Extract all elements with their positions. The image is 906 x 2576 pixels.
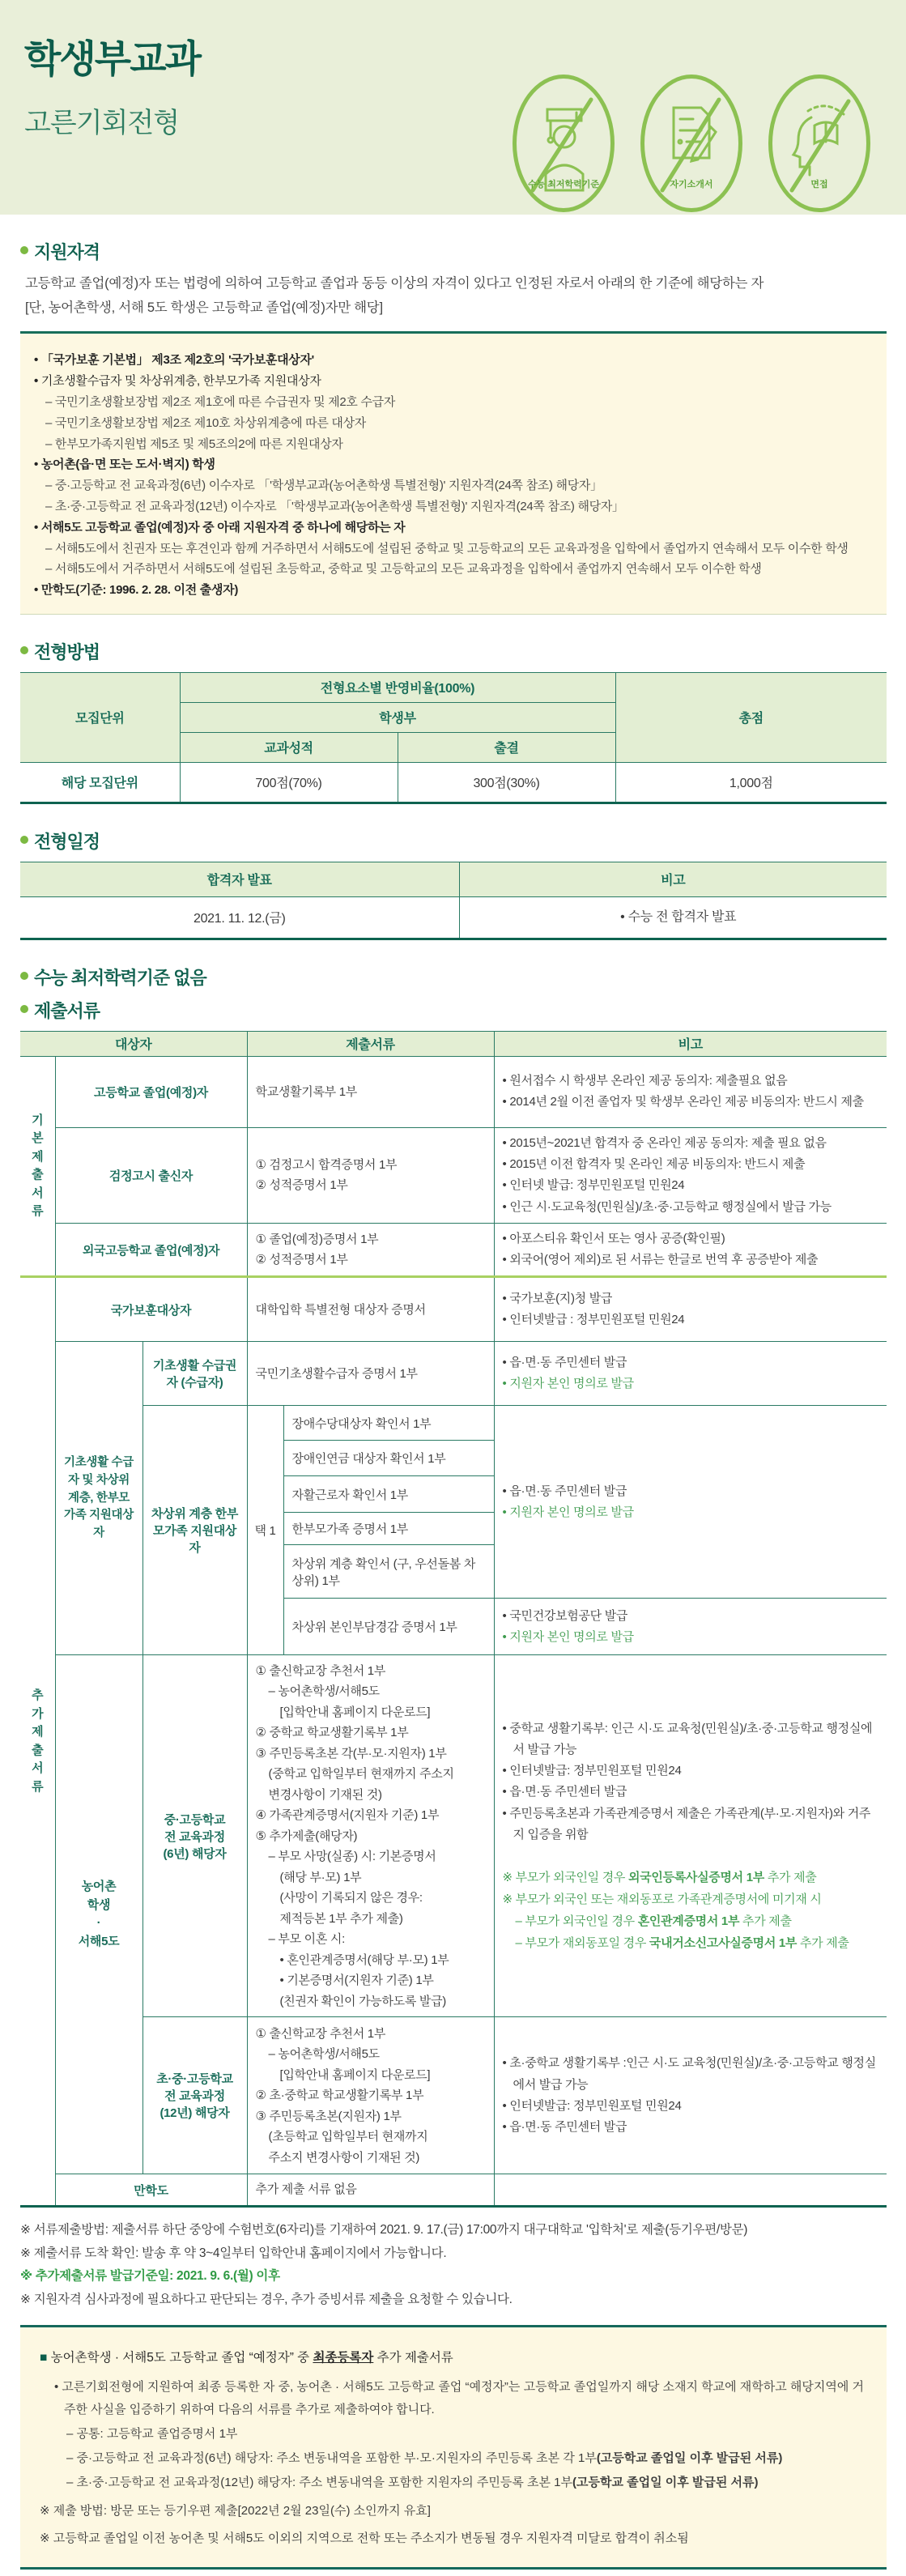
target-line: 초·중·고등학교 <box>156 2072 233 2087</box>
footnotes <box>20 2219 886 2312</box>
doc-line: – 농어촌학생/서해5도 <box>268 2047 380 2062</box>
col-header-remarks: 비고 <box>459 862 887 896</box>
note-line: • 인터넷발급: 정부민원포털 민원24 <box>503 1761 879 1782</box>
group-additional-docs: 추가 제출 서류 <box>20 1277 55 2207</box>
table-row-rural-12yr <box>20 2017 887 2174</box>
doc-line: 추가 제출 서류 없음 <box>255 2182 357 2197</box>
col-header-target: 대상자 <box>20 1031 247 1056</box>
header-band <box>0 0 906 215</box>
box-heading: ■ 농어촌학생 · 서해5도 고등학교 졸업 “예정자” 중 최종등록자 추가 제출서류 <box>40 2347 869 2369</box>
qualification-intro-line1: 고등학교 졸업(예정)자 또는 법령에 의하여 고등학교 졸업과 동등 이상의 자격이 있다고 인정된 자로서 아래의 한 기준에 해당하는 자 <box>25 276 764 291</box>
note-cell <box>494 1406 887 1599</box>
target-second-tier: 차상위 계층 한부모가족 지원대상자 <box>142 1406 247 1655</box>
note-line: • 읍·면·동 주민센터 발급 <box>503 1782 879 1803</box>
table-row-foreign-hs <box>20 1223 887 1277</box>
page-title: 학생부교과 <box>24 37 201 80</box>
docs-cell <box>247 1127 494 1223</box>
box-note: ※ 제출 방법: 방문 또는 등기우편 제출[2022년 2월 23일(수) 소인까지 유효] <box>40 2503 431 2518</box>
criteria-item: • 기초생활수급자 및 차상위계층, 한부모가족 지원대상자 <box>32 371 870 392</box>
target-cell: 검정고시 출신자 <box>55 1127 247 1223</box>
group-basic-docs: 기본 제출 서류 <box>20 1056 55 1277</box>
group-label-line: · <box>96 1916 101 1931</box>
section-title-documents: 제출서류 <box>20 998 887 1023</box>
docs-cell <box>247 1277 494 1342</box>
badge-label: 면접 <box>810 180 828 189</box>
note-cell <box>494 1223 887 1277</box>
criteria-item: • 서해5도 고등학교 졸업(예정)자 중 아래 지원자격 중 하나에 해당하는 자 <box>32 517 870 539</box>
section-documents <box>20 998 887 2208</box>
section-title-schedule: 전형일정 <box>20 828 887 854</box>
badge-label: 자기소개서 <box>670 180 713 189</box>
note-line-green: – 부모가 외국인일 경우 혼인관계증명서 1부 추가 제출 <box>515 1914 792 1929</box>
note-line-green: – 부모가 재외동포일 경우 국내거소신고사실증명서 1부 추가 제출 <box>515 1936 849 1951</box>
subject-score-cell: 700점(70%) <box>180 762 398 803</box>
final-registrant-box <box>20 2325 887 2570</box>
footnote: ※ 서류제출방법: 제출서류 하단 중앙에 수험번호(6자리)를 기재하여 2021. 9. 17.(금) 17:00까지 대구대학교 '입학처'로 제출(등기우편/방문) <box>20 2222 748 2237</box>
docs-cell <box>247 2174 494 2207</box>
doc-line: [입학안내 홈페이지 다운로드] <box>279 1705 431 1719</box>
doc-line: ② 중학교 학교생활기록부 1부 <box>255 1726 409 1740</box>
note-cell <box>494 1655 887 2017</box>
remarks-cell <box>459 896 887 939</box>
no-self-intro-badge <box>640 75 742 212</box>
emphasized-term: 최종등록자 <box>313 2350 374 2365</box>
doc-line: ② 성적증명서 1부 <box>255 1253 348 1267</box>
documents-table <box>20 1031 887 2208</box>
note-line: • 2014년 2월 이전 졸업자 및 학생부 온라인 제공 비동의자: 반드시 제출 <box>503 1092 879 1113</box>
pick-one-cell: 택 1 <box>247 1406 283 1655</box>
note-line: • 읍·면·동 주민센터 발급 <box>503 2117 879 2138</box>
note-line: • 주민등록초본과 가족관계증명서 제출은 가족관계(부·모·지원자)와 거주지 입증을 위함 <box>503 1803 879 1846</box>
doc-line: – 부모 이혼 시: <box>268 1932 345 1947</box>
target-cell: 고등학교 졸업(예정)자 <box>55 1056 247 1127</box>
group-label-line: 학생 <box>87 1897 111 1912</box>
col-header-docs: 제출서류 <box>247 1031 494 1056</box>
method-table <box>20 672 887 804</box>
box-bullet-paragraph: • 고른기회전형에 지원하여 최종 등록한 자 중, 농어촌 · 서해5도 고등학교 졸업 “예정자”는 고등학교 졸업일까지 해당 소재지 학교에 재학하고 해당지역에 거주한 사실을 입증하기 위하여 다음의 서류를 추가로 제출하여야 합니다. <box>40 2376 869 2422</box>
target-cell <box>142 2017 247 2174</box>
note-line: • 인근 시·도교육청(민원실)/초·중·고등학교 행정실에서 발급 가능 <box>503 1197 879 1218</box>
docs-cell <box>247 2017 494 2174</box>
note-cell <box>494 1056 887 1127</box>
doc-line: – 농어촌학생/서해5도 <box>268 1684 380 1699</box>
note-cell <box>494 1127 887 1223</box>
criteria-item: • 농어촌(읍·면 또는 도서·벽지) 학생 <box>32 454 870 475</box>
note-line: • 아포스티유 확인서 또는 영사 공증(확인필) <box>503 1228 879 1250</box>
option-cell: 차상위 계층 확인서 (구, 우선돌봄 차상위) 1부 <box>283 1545 494 1599</box>
criteria-subitem: – 서해5도에서 친권자 또는 후견인과 함께 거주하면서 서해5도에 설립된 중학교 및 고등학교의 모든 교육과정을 입학에서 졸업까지 연속해서 모두 이수한 학생 <box>32 539 870 560</box>
note-cell-empty <box>494 2174 887 2207</box>
box-note: ※ 고등학교 졸업일 이전 농어촌 및 서해5도 이외의 지역으로 전학 또는 주소지가 변동될 경우 지원자격 미달로 합격이 취소됨 <box>40 2531 689 2546</box>
attendance-score-cell: 300점(30%) <box>398 762 615 803</box>
col-header-ratio: 전형요소별 반영비율(100%) <box>180 672 615 702</box>
method-table-row <box>20 762 887 803</box>
col-header-announcement: 합격자 발표 <box>20 862 459 896</box>
criteria-subitem: – 한부모가족지원법 제5조 및 제5조의2에 따른 지원대상자 <box>32 434 870 455</box>
doc-line: • 기본증명서(지원자 기준) 1부 <box>279 1974 434 1988</box>
qualification-criteria-box <box>20 331 887 615</box>
docs-cell <box>247 1056 494 1127</box>
doc-line: ② 초·중학교 학교생활기록부 1부 <box>255 2088 424 2103</box>
no-interview-badge <box>768 75 870 212</box>
criteria-subitem: – 초·중·고등학교 전 교육과정(12년) 이수자로 「'학생부교과(농어촌학생 특별전형)' 지원자격(24쪽 참조) 해당자」 <box>32 496 870 517</box>
doc-line: ③ 주민등록초본 각(부·모·지원자) 1부 <box>255 1746 447 1761</box>
schedule-row <box>20 896 887 939</box>
page-subtitle: 고른기회전형 <box>24 108 180 138</box>
doc-line: 대학입학 특별전형 대상자 증명서 <box>255 1302 426 1317</box>
section-title-method: 전형방법 <box>20 639 887 664</box>
note-line-green: • 지원자 본인 명의로 발급 <box>503 1627 879 1648</box>
option-cell: 한부모가족 증명서 1부 <box>283 1513 494 1545</box>
note-line: • 읍·면·동 주민센터 발급 <box>503 1352 879 1373</box>
note-line: • 인터넷발급: 정부민원포털 민원24 <box>503 2096 879 2117</box>
note-cell <box>494 1599 887 1655</box>
schedule-table <box>20 862 887 940</box>
col-header-subject-score: 교과성적 <box>180 732 398 762</box>
doc-line: • 혼인관계증명서(해당 부·모) 1부 <box>279 1952 449 1967</box>
total-score-cell: 1,000점 <box>615 762 887 803</box>
doc-line: 주소지 변경사항이 기재된 것) <box>268 2150 420 2165</box>
target-cell: 국가보훈대상자 <box>55 1277 247 1342</box>
target-line: 전 교육과정 <box>164 2089 225 2104</box>
note-line: • 인터넷발급 : 정부민원포털 민원24 <box>503 1309 879 1331</box>
doc-line: (해당 부·모) 1부 <box>279 1870 362 1884</box>
note-line-green: ※ 부모가 외국인일 경우 외국인등록사실증명서 1부 추가 제출 <box>502 1871 817 1885</box>
section-schedule <box>20 828 887 940</box>
doc-line: [입학안내 홈페이지 다운로드] <box>279 2067 431 2082</box>
doc-line: (친권자 확인이 가능하도록 발급) <box>279 1994 446 2008</box>
note-line: • 국민건강보험공단 발급 <box>503 1606 879 1627</box>
doc-line: 변경사항이 기재된 것) <box>268 1787 382 1802</box>
qualification-intro-line2: [단, 농어촌학생, 서해 5도 학생은 고등학교 졸업(예정)자만 해당] <box>25 300 383 315</box>
table-row-veteran <box>20 1277 887 1342</box>
criteria-subitem: – 중·고등학교 전 교육과정(6년) 이수자로 「'학생부교과(농어촌학생 특별전형)' 지원자격(24쪽 참조) 해당자」 <box>32 475 870 496</box>
note-line: • 원서접수 시 학생부 온라인 제공 동의자: 제출필요 없음 <box>503 1071 879 1092</box>
col-header-unit: 모집단위 <box>20 672 180 762</box>
section-no-minimum <box>20 964 887 990</box>
note-line: • 2015년~2021년 합격자 중 온라인 제공 동의자: 제출 필요 없음 <box>503 1133 879 1154</box>
doc-line: ① 졸업(예정)증명서 1부 <box>255 1232 379 1246</box>
target-cell: 기초생활 수급권자 (수급자) <box>142 1342 247 1406</box>
note-line-green: ※ 부모가 외국인 또는 재외동포로 가족관계증명서에 미기재 시 <box>502 1893 822 1907</box>
target-cell: 외국고등학교 졸업(예정)자 <box>55 1223 247 1277</box>
doc-line: (중학교 입학일부터 현재까지 주소지 <box>268 1767 454 1782</box>
note-cell <box>494 1342 887 1406</box>
table-row-basic-recipient <box>20 1342 887 1406</box>
table-row-ged <box>20 1127 887 1223</box>
note-line: • 읍·면·동 주민센터 발급 <box>503 1481 879 1502</box>
doc-line: ② 성적증명서 1부 <box>255 1178 348 1193</box>
doc-line: – 부모 사망(실종) 시: 기본증명서 <box>268 1850 436 1864</box>
doc-line: ① 출신학교장 추천서 1부 <box>255 2026 386 2041</box>
note-line-green: • 지원자 본인 명의로 발급 <box>503 1502 879 1523</box>
doc-line: ① 검정고시 합격증명서 1부 <box>255 1157 398 1172</box>
col-header-record: 학생부 <box>180 702 615 732</box>
footnote: ※ 지원자격 심사과정에 필요하다고 판단되는 경우, 추가 증빙서류 제출을 요청할 수 있습니다. <box>20 2292 513 2306</box>
excluded-elements-badges <box>513 75 870 212</box>
table-row-hs-graduate <box>20 1056 887 1127</box>
criteria-item: • 만학도(기준: 1996. 2. 28. 이전 출생자) <box>32 580 870 601</box>
group-label-line: 농어촌 <box>81 1880 117 1894</box>
group-rural-seohae <box>55 1655 142 2174</box>
col-header-attendance: 출결 <box>398 732 615 762</box>
doc-line: (사망이 기록되지 않은 경우: <box>279 1891 423 1905</box>
footnote: ※ 제출서류 도착 확인: 발송 후 약 3~4일부터 입학안내 홈페이지에서 가능합니다. <box>20 2246 447 2260</box>
announcement-date-cell: 2021. 11. 12.(금) <box>20 896 459 939</box>
unit-cell: 해당 모집단위 <box>20 762 180 803</box>
target-cell <box>142 1655 247 2017</box>
section-title-no-minimum: 수능 최저학력기준 없음 <box>20 964 887 990</box>
section-qualification <box>20 239 887 615</box>
section-method <box>20 639 887 804</box>
option-cell: 장애수당대상자 확인서 1부 <box>283 1406 494 1441</box>
group-low-income: 기초생활 수급자 및 차상위계층, 한부모가족 지원대상자 <box>55 1342 142 1655</box>
criteria-subitem: – 국민기초생활보장법 제2조 제1호에 따른 수급권자 및 제2호 수급자 <box>32 392 870 413</box>
note-line: • 인터넷 발급: 정부민원포털 민원24 <box>503 1175 879 1196</box>
doc-line: 학교생활기록부 1부 <box>255 1084 357 1099</box>
note-cell <box>494 2017 887 2174</box>
table-row-rural-6yr <box>20 1655 887 2017</box>
doc-line: ④ 가족관계증명서(지원자 기준) 1부 <box>255 1808 440 1823</box>
doc-line: ⑤ 추가제출(해당자) <box>255 1829 358 1843</box>
criteria-subitem: – 국민기초생활보장법 제2조 제10호 차상위계층에 따른 대상자 <box>32 413 870 434</box>
box-dash-item: – 중·고등학교 전 교육과정(6년) 해당자: 주소 변동내역을 포함한 부·모·지원자의 주민등록 초본 각 1부(고등학교 졸업일 이후 발급된 서류) <box>40 2446 869 2471</box>
note-line: • 국가보훈(지)청 발급 <box>503 1288 879 1309</box>
table-row-mature <box>20 2174 887 2207</box>
docs-cell <box>247 1223 494 1277</box>
target-line: 중·고등학교 <box>164 1812 226 1827</box>
footnote-green: ※ 추가제출서류 발급기준일: 2021. 9. 6.(월) 이후 <box>20 2269 280 2284</box>
note-line: • 외국어(영어 제외)로 된 서류는 한글로 번역 후 공증받아 제출 <box>503 1250 879 1271</box>
target-cell: 만학도 <box>55 2174 247 2207</box>
note-line: • 중학교 생활기록부: 인근 시·도 교육청(민원실)/초·중·고등학교 행정실에서 발급 가능 <box>503 1718 879 1761</box>
criteria-item: • 「국가보훈 기본법」 제3조 제2호의 '국가보훈대상자' <box>32 350 870 371</box>
doc-line: (초등학교 입학일부터 현재까지 <box>268 2130 428 2144</box>
box-dash-item: – 초·중·고등학교 전 교육과정(12년) 해당자: 주소 변동내역을 포함한 지원자의 주민등록 초본 1부(고등학교 졸업일 이후 발급된 서류) <box>40 2471 869 2495</box>
no-csat-minimum-badge <box>513 75 615 212</box>
option-cell: 장애인연금 대상자 확인서 1부 <box>283 1441 494 1476</box>
docs-cell <box>247 1655 494 2017</box>
docs-cell <box>247 1342 494 1406</box>
section-title-qualification: 지원자격 <box>20 239 887 264</box>
badge-label: 수능 최저학력기준 <box>527 180 600 189</box>
table-row-option <box>20 1406 887 1441</box>
remark-text: • 수능 전 합격자 발표 <box>610 910 736 924</box>
target-line: 전 교육과정 <box>164 1829 225 1844</box>
doc-line: 제적등본 1부 추가 제출) <box>279 1911 403 1926</box>
doc-line: ① 출신학교장 추천서 1부 <box>255 1663 386 1678</box>
doc-line: ③ 주민등록초본(지원자) 1부 <box>255 2109 402 2123</box>
box-dash-item: – 공통: 고등학교 졸업증명서 1부 <box>40 2422 869 2446</box>
note-cell <box>494 1277 887 1342</box>
col-header-total: 총점 <box>615 672 887 762</box>
option-cell: 차상위 본인부담경감 증명서 1부 <box>283 1599 494 1655</box>
col-header-note: 비고 <box>494 1031 887 1056</box>
target-line: (12년) 해당자 <box>160 2106 230 2121</box>
target-line: (6년) 해당자 <box>163 1846 227 1861</box>
note-line: • 2015년 이전 합격자 및 온라인 제공 비동의자: 반드시 제출 <box>503 1154 879 1175</box>
criteria-subitem: – 서해5도에서 거주하면서 서해5도에 설립된 초등학교, 중학교 및 고등학교의 모든 교육과정을 입학에서 졸업까지 연속해서 모두 이수한 학생 <box>32 559 870 580</box>
note-line: • 초·중학교 생활기록부 :인근 시·도 교육청(민원실)/초·중·고등학교 행정실에서 발급 가능 <box>503 2053 879 2096</box>
group-label-line: 서해5도 <box>78 1934 120 1948</box>
doc-line: 국민기초생활수급자 증명서 1부 <box>255 1366 418 1381</box>
note-line-green: • 지원자 본인 명의로 발급 <box>503 1373 879 1394</box>
option-cell: 자활근로자 확인서 1부 <box>283 1476 494 1513</box>
